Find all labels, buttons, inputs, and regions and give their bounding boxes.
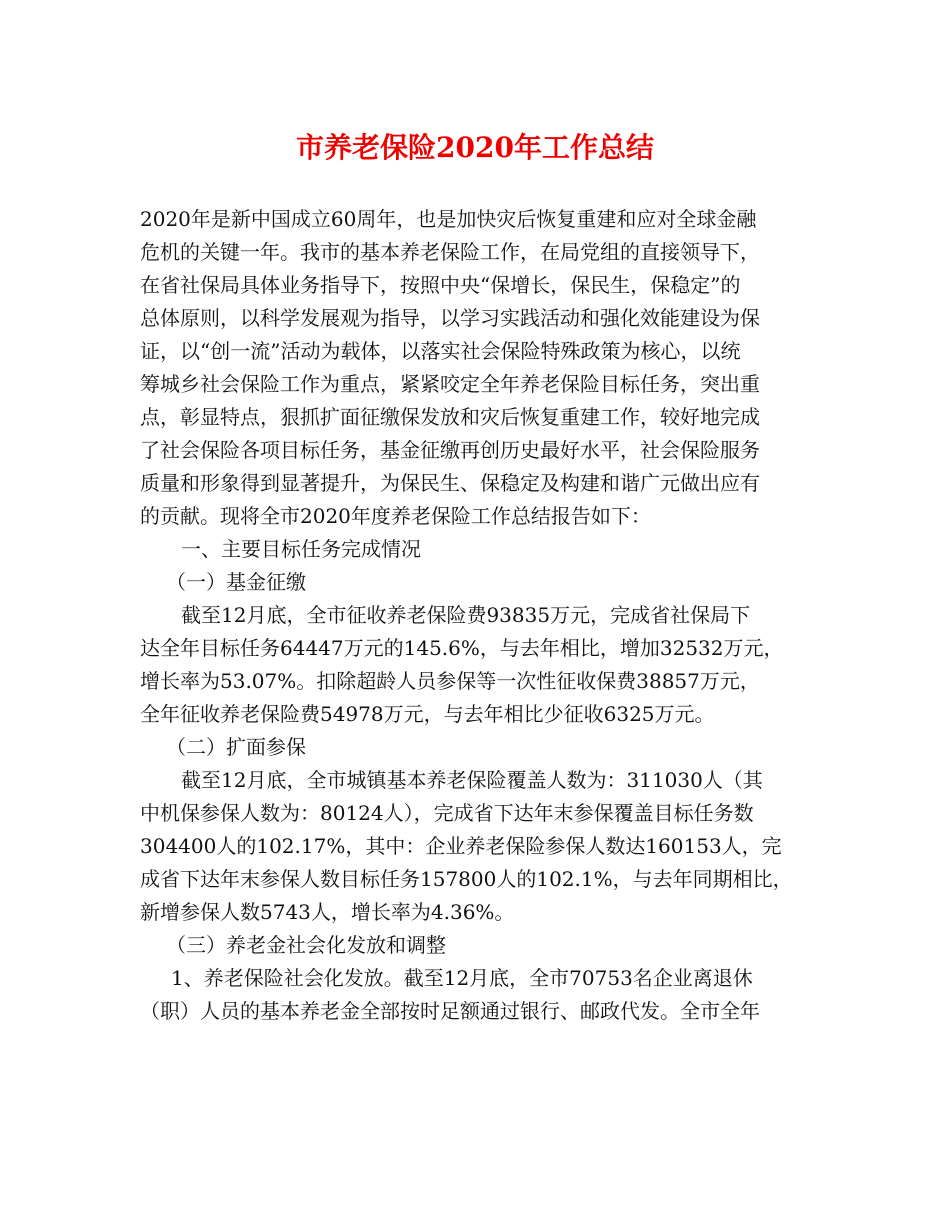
- paragraph-line: 的贡献。现将全市2020年度养老保险工作总结报告如下：: [140, 504, 651, 528]
- paragraph-line: 全年征收养老保险费54978万元，与去年相比少征收6325万元。: [140, 702, 715, 726]
- paragraph-line: 304400人的102.17%，其中：企业养老保险参保人数达160153人，完: [140, 834, 782, 858]
- paragraph-line: 筹城乡社会保险工作为重点，紧紧咬定全年养老保险目标任务，突出重: [140, 372, 760, 396]
- paragraph-line: 危机的关键一年。我市的基本养老保险工作，在局党组的直接领导下，: [140, 240, 760, 264]
- subsection-heading: （二）扩面参保: [166, 735, 306, 759]
- document-title: 市养老保险2020年工作总结: [296, 131, 654, 164]
- paragraph-line: 成省下达年末参保人数目标任务157800人的102.1%，与去年同期相比，: [140, 867, 793, 891]
- paragraph-line: （职）人员的基本养老金全部按时足额通过银行、邮政代发。全市全年: [140, 999, 760, 1023]
- paragraph-line: 中机保参保人数为：80124人），完成省下达年末参保覆盖目标任务数: [140, 801, 754, 825]
- paragraph-line: 1、养老保险社会化发放。截至12月底，全市70753名企业离退休: [171, 966, 753, 990]
- paragraph-line: 在省社保局具体业务指导下，按照中央“保增长，保民生，保稳定”的: [140, 273, 741, 297]
- paragraph-line: 增长率为53.07%。扣除超龄人员参保等一次性征收保费38857万元，: [140, 669, 760, 693]
- paragraph-line: 2020年是新中国成立60周年，也是加快灾后恢复重建和应对全球金融: [140, 207, 757, 231]
- subsection-heading: （三）养老金社会化发放和调整: [166, 933, 446, 957]
- paragraph-line: 截至12月底，全市征收养老保险费93835万元，完成省社保局下: [181, 603, 751, 627]
- paragraph-line: 新增参保人数5743人，增长率为4.36%。: [140, 900, 515, 924]
- subsection-heading: （一）基金征缴: [166, 570, 306, 594]
- paragraph-line: 点，彰显特点，狠抓扩面征缴保发放和灾后恢复重建工作，较好地完成: [140, 405, 760, 429]
- paragraph-line: 了社会保险各项目标任务，基金征缴再创历史最好水平，社会保险服务: [140, 438, 760, 462]
- paragraph-line: 截至12月底，全市城镇基本养老保险覆盖人数为：311030人（其: [181, 768, 763, 792]
- paragraph-line: 总体原则，以科学发展观为指导，以学习实践活动和强化效能建设为保: [140, 306, 760, 330]
- paragraph-line: 质量和形象得到显著提升，为保民生、保稳定及构建和谐广元做出应有: [140, 471, 760, 495]
- section-heading: 一、主要目标任务完成情况: [181, 537, 421, 561]
- paragraph-line: 达全年目标任务64447万元的145.6%，与去年相比，增加32532万元，: [140, 636, 784, 660]
- paragraph-line: 证，以“创一流”活动为载体，以落实社会保险特殊政策为核心，以统: [140, 339, 741, 363]
